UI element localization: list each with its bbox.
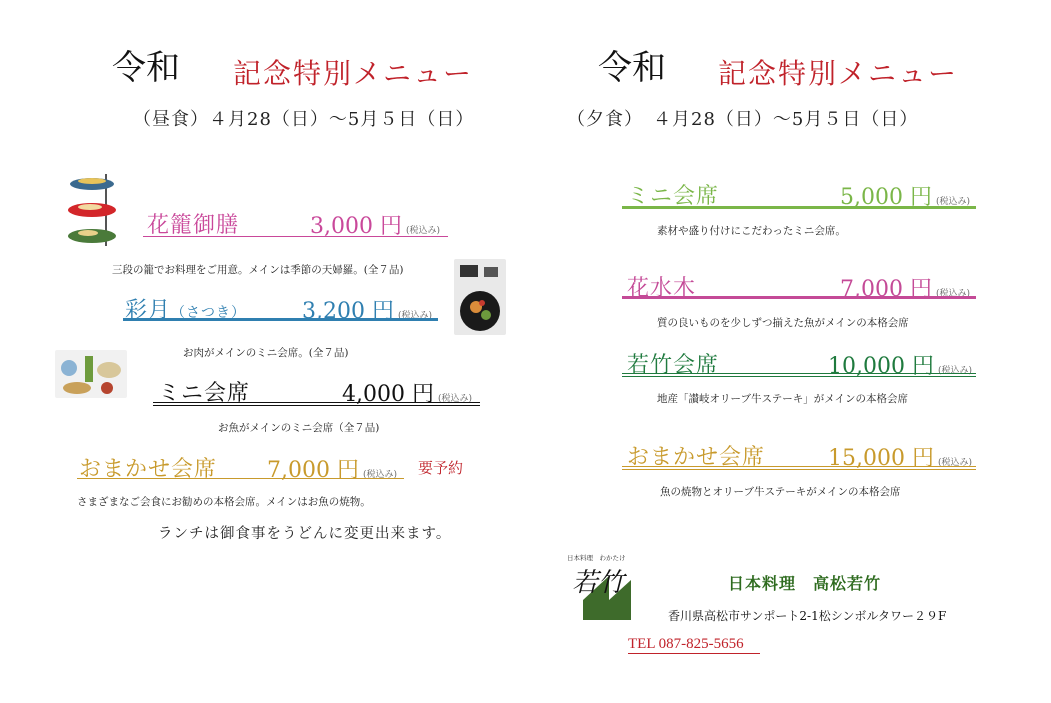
left-item-4-underline — [77, 478, 404, 479]
right-item-2-desc: 質の良いものを少しずつ揃えた魚がメインの本格会席 — [657, 317, 909, 329]
restaurant-name: 日本料理 高松若竹 — [728, 574, 882, 593]
right-item-1-name: ミニ会席 — [627, 184, 720, 209]
left-item-3-name: ミニ会席 — [158, 381, 251, 406]
right-item-1-tax: (税込み) — [935, 197, 971, 207]
right-period: （夕食） ４月28（日）～5月５日（日） — [567, 109, 919, 130]
left-item-1-name: 花籠御膳 — [147, 213, 240, 238]
left-item-1-tax: (税込み) — [405, 226, 441, 236]
left-item-3-tax: (税込み) — [437, 394, 473, 404]
left-menu-subtitle: 記念特別メニュー — [233, 57, 474, 90]
left-item-3-desc: お魚がメインのミニ会席（全７品) — [218, 422, 380, 434]
left-item-2-price: 3,200 円 (税込み) — [302, 299, 433, 324]
right-item-3-desc: 地産「讃岐オリーブ牛ステーキ」がメインの本格会席 — [657, 393, 909, 405]
right-item-3-price: 10,000 円 (税込み) — [828, 354, 973, 379]
left-item-1-price: 3,000 円 (税込み) — [310, 214, 441, 239]
left-item-2-name: 彩月（さつき） — [125, 298, 247, 323]
left-item-4-price: 7,000 円 (税込み) — [267, 458, 398, 483]
logo-script-text: 若竹 — [572, 568, 625, 598]
left-footer-note: ランチは御食事をうどんに変更出来ます。 — [158, 526, 452, 542]
mini-kaiseki-photo — [55, 350, 127, 398]
left-item-4-tax: (税込み) — [362, 470, 398, 480]
right-item-4-name: おまかせ会席 — [627, 445, 766, 470]
left-item-2-tax: (税込み) — [397, 311, 433, 321]
right-item-3-underline — [622, 373, 976, 377]
right-item-1-desc: 素材や盛り付けにこだわったミニ会席。 — [657, 225, 846, 237]
left-item-4-desc: さまざまなご会食にお勧めの本格会席。メインはお魚の焼物。 — [77, 496, 371, 508]
right-item-1-underline — [622, 206, 976, 209]
left-item-1-desc: 三段の籠でお料理をご用意。メインは季節の天婦羅。(全７品) — [112, 264, 404, 276]
right-item-4-underline — [622, 466, 976, 470]
right-item-4-price: 15,000 円 (税込み) — [828, 446, 973, 471]
left-era-title: 令和 — [112, 48, 180, 88]
flower-basket-photo — [62, 170, 120, 250]
left-item-4-note: 要予約 — [418, 459, 464, 477]
satsuki-photo — [454, 259, 506, 335]
right-item-2-name: 花水木 — [627, 276, 697, 301]
right-item-3-name: 若竹会席 — [627, 353, 720, 378]
left-item-3-underline — [153, 402, 480, 406]
right-item-4-desc: 魚の焼物とオリーブ牛ステーキがメインの本格会席 — [660, 486, 901, 498]
logo-small-text: 日本料理 わかたけ — [567, 554, 626, 562]
restaurant-tel[interactable]: TEL 087-825-5656 — [628, 636, 760, 654]
left-item-2-desc: お肉がメインのミニ会席。(全７品) — [183, 347, 349, 359]
restaurant-address: 香川県高松市サンポート2-1松シンボルタワー２９F — [668, 609, 947, 623]
right-item-1-price: 5,000 円 (税込み) — [840, 185, 971, 210]
right-menu-subtitle: 記念特別メニュー — [718, 57, 959, 90]
left-period: （昼食）４月28（日）～5月５日（日） — [133, 109, 475, 130]
right-item-3-tax: (税込み) — [937, 366, 973, 376]
left-item-2-underline — [123, 318, 438, 321]
right-item-2-price: 7,000 円 (税込み) — [840, 277, 971, 302]
right-item-2-tax: (税込み) — [935, 289, 971, 299]
left-item-2-ruby: （さつき） — [171, 305, 247, 321]
left-item-4-name: おまかせ会席 — [79, 457, 218, 482]
right-era-title: 令和 — [598, 48, 666, 88]
left-item-3-price: 4,000 円 (税込み) — [342, 382, 473, 407]
right-item-2-underline — [622, 296, 976, 299]
right-item-4-tax: (税込み) — [937, 458, 973, 468]
left-item-1-underline — [143, 236, 448, 237]
